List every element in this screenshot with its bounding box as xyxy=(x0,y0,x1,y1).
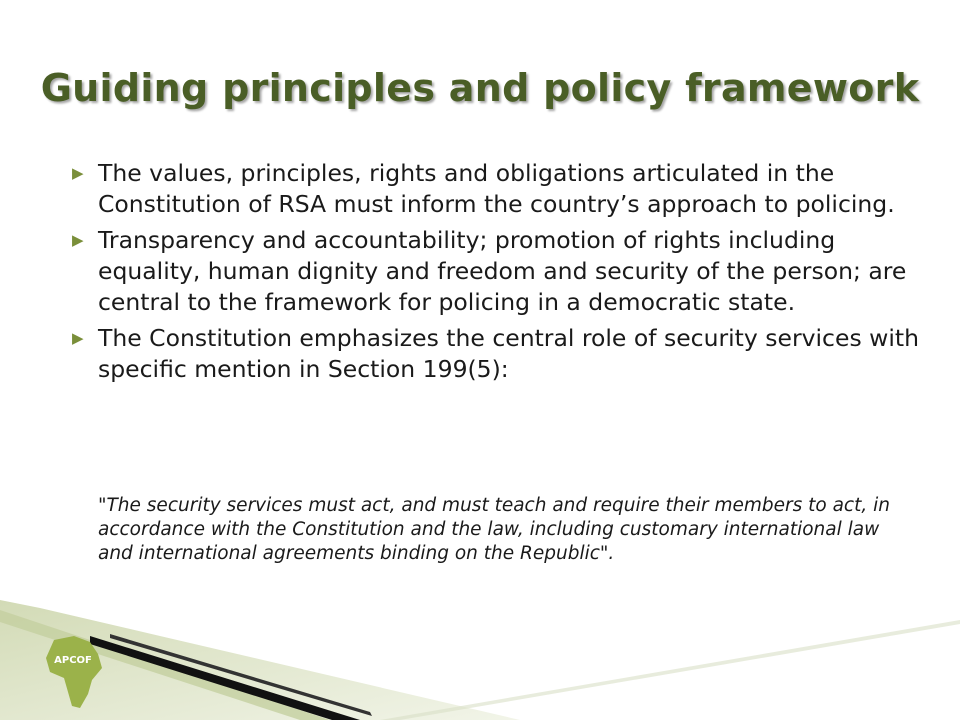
constitution-quote: "The security services must act, and must teach and require their members to act, in accordance with the Constitution and the law, including customary international law and international agreements binding on the Republic". xyxy=(98,495,890,564)
bullet-item xyxy=(72,225,932,318)
triangle-right-icon: ▶ xyxy=(72,231,84,249)
logo-text: APCOF xyxy=(54,655,92,666)
triangle-right-icon: ▶ xyxy=(72,329,84,347)
bullet-text: The values, principles, rights and obligations articulated in the Constitution of RSA must inform the country’s approach to policing. xyxy=(98,159,895,218)
bullet-text: The Constitution emphasizes the central role of security services with specific mention in Section 199(5): xyxy=(98,324,920,383)
bullet-text: Transparency and accountability; promotion of rights including equality, human dignity and freedom and security of the person; are central to the framework for policing in a democratic state. xyxy=(98,226,907,316)
bullet-item xyxy=(72,323,932,385)
africa-map-logo xyxy=(40,632,108,712)
slide-title: Guiding principles and policy framework xyxy=(40,66,920,110)
decorative-swoosh xyxy=(0,600,960,720)
bullet-list xyxy=(72,158,932,390)
bullet-item xyxy=(72,158,932,220)
triangle-right-icon: ▶ xyxy=(72,164,84,182)
